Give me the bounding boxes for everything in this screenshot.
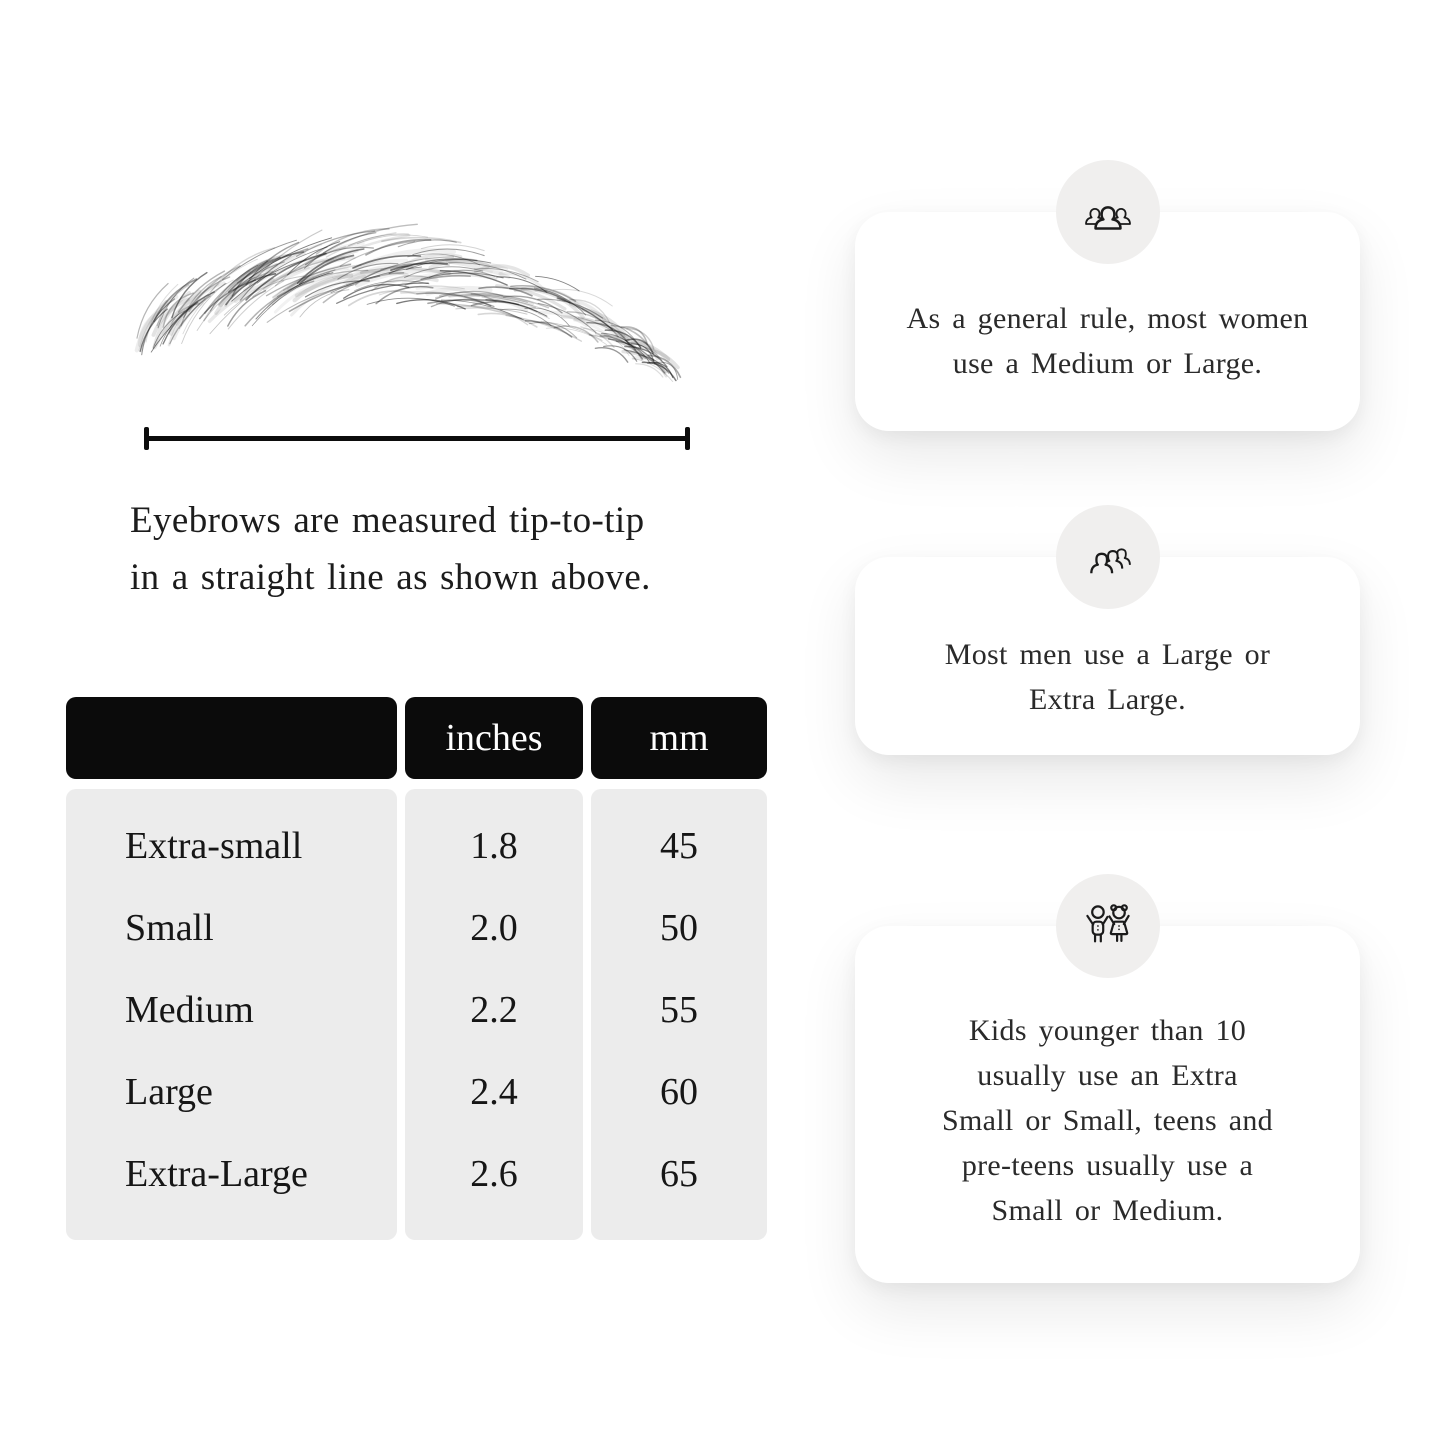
mm-value: 65	[660, 1153, 698, 1195]
mm-value: 55	[660, 989, 698, 1031]
info-card-kids	[855, 926, 1360, 1283]
size-table-header	[66, 697, 767, 779]
caption-line-2: in a straight line as shown above.	[130, 557, 651, 599]
card-kids-line-4: pre-teens usually use a	[961, 1149, 1254, 1182]
measurement-bar	[146, 436, 688, 441]
size-table	[66, 697, 767, 1240]
size-table-column-labels	[66, 789, 397, 1240]
card-kids-line-3: Small or Small, teens and	[942, 1104, 1273, 1137]
size-table-column-mm	[591, 789, 767, 1240]
card-kids-line-2: usually use an Extra	[977, 1059, 1238, 1092]
measurement-tick-right	[685, 427, 690, 450]
size-label: Extra-small	[125, 825, 303, 867]
measurement-caption	[130, 492, 651, 607]
header-cell-inches: inches	[405, 697, 583, 779]
card-kids-line-5: Small or Medium.	[991, 1194, 1224, 1227]
size-table-body	[66, 789, 767, 1240]
size-table-column-inches	[405, 789, 583, 1240]
card-text-women	[907, 296, 1309, 386]
header-cell-size	[66, 697, 397, 779]
card-women-line-1: As a general rule, most women	[906, 301, 1309, 335]
size-label: Small	[125, 907, 214, 949]
mm-value: 60	[660, 1071, 698, 1113]
card-kids-line-1: Kids younger than 10	[968, 1014, 1247, 1047]
header-cell-mm: mm	[591, 697, 767, 779]
card-women-line-2: use a Medium or Large.	[952, 346, 1263, 380]
info-card-women	[855, 212, 1360, 431]
card-men-line-1: Most men use a Large or	[944, 638, 1271, 671]
inches-value: 2.0	[470, 907, 518, 949]
card-men-line-2: Extra Large.	[1029, 683, 1186, 716]
mm-value: 45	[660, 825, 698, 867]
size-label: Extra-Large	[125, 1153, 308, 1195]
mm-value: 50	[660, 907, 698, 949]
inches-value: 2.6	[470, 1153, 518, 1195]
measurement-line	[146, 427, 688, 450]
eyebrow-drawing	[118, 228, 700, 404]
kids-icon	[1056, 874, 1160, 978]
info-card-men	[855, 557, 1360, 755]
inches-value: 2.4	[470, 1071, 518, 1113]
inches-value: 1.8	[470, 825, 518, 867]
inches-value: 2.2	[470, 989, 518, 1031]
card-text-men	[945, 632, 1270, 722]
women-group-icon	[1056, 160, 1160, 264]
eyebrow-illustration	[118, 228, 700, 404]
card-text-kids	[942, 1008, 1273, 1233]
size-label: Large	[125, 1071, 213, 1113]
size-label: Medium	[125, 989, 254, 1031]
caption-line-1: Eyebrows are measured tip-to-tip	[130, 500, 645, 541]
men-group-icon	[1056, 505, 1160, 609]
